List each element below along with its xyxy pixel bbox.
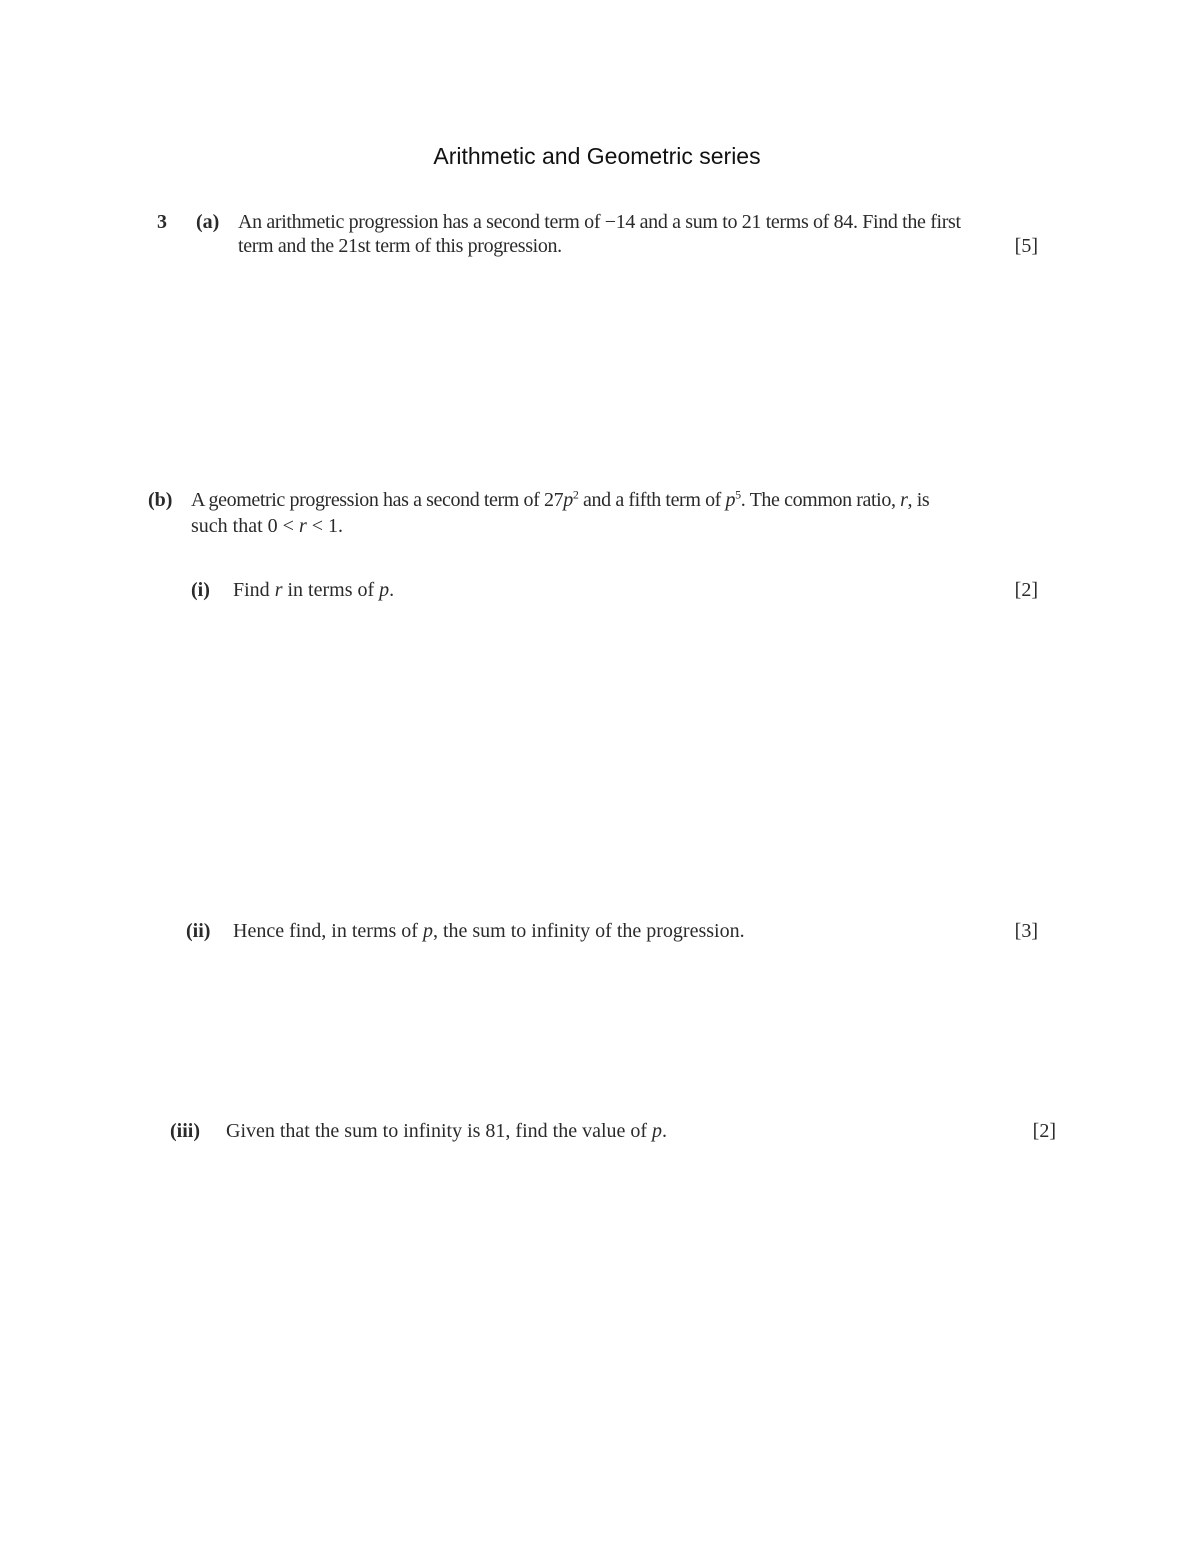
part-b-i-marks: [2] (1014, 579, 1038, 601)
part-b-ii-label: (ii) (186, 920, 211, 942)
part-a-marks: [5] (1014, 235, 1038, 257)
part-b-i-text: Find r in terms of p. (233, 579, 395, 601)
part-b-iii-marks: [2] (1032, 1120, 1056, 1142)
part-a-line1: An arithmetic progression has a second term of −14 and a sum to 21 terms of 84. Find the first (238, 211, 961, 233)
part-a-label: (a) (196, 211, 220, 233)
part-b-label: (b) (148, 489, 173, 511)
part-b-ii-text: Hence find, in terms of p, the sum to infinity of the progression. (233, 920, 745, 942)
part-b-i-label: (i) (191, 579, 210, 601)
part-b-line1: A geometric progression has a second term of $27p^2$ and a fifth term of $p^5$. The common ratio, r, is (191, 487, 930, 511)
part-b-ii-marks: [3] (1014, 920, 1038, 942)
page-title: Arithmetic and Geometric series (433, 143, 761, 169)
part-b-iii-label: (iii) (170, 1120, 200, 1142)
part-b-iii-text: Given that the sum to infinity is 81, find the value of p. (226, 1120, 668, 1142)
part-b-line2: such that 0 < r < 1. (191, 515, 344, 537)
part-a-line2: term and the 21st term of this progression. (238, 235, 562, 257)
question-number: 3 (157, 211, 167, 233)
